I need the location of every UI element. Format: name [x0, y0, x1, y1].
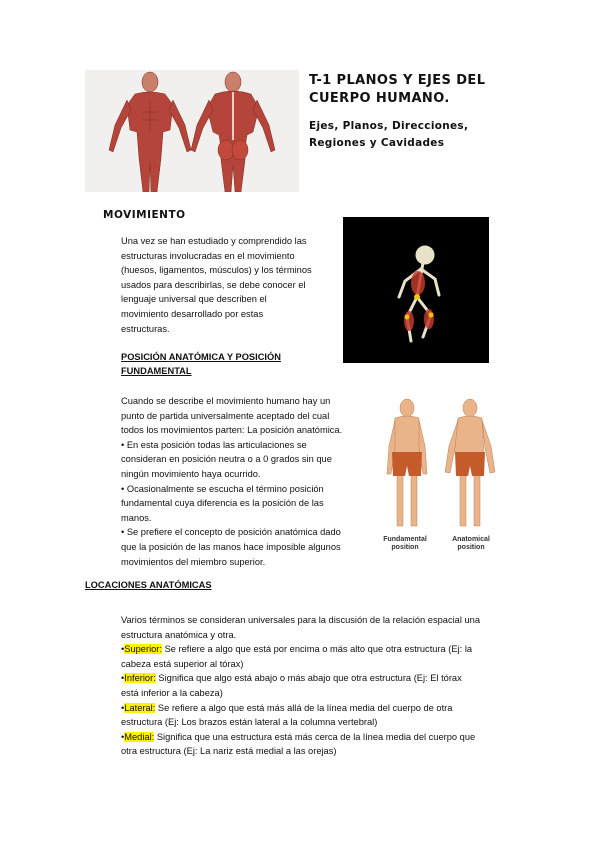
term-medial	[121, 730, 541, 745]
text-line: movimiento desarrollado por estas	[121, 308, 264, 319]
text-line: lenguaje universal que describen el	[121, 294, 267, 305]
term-highlight: Medial:	[124, 731, 155, 742]
term-highlight: Inferior:	[124, 673, 156, 684]
caption-fundamental	[375, 536, 435, 552]
text-line: • Se prefiere el concepto de posición anatómica dado	[121, 527, 341, 538]
term-superior	[121, 642, 541, 657]
bullet: •	[121, 702, 125, 713]
text-line: Cuando se describe el movimiento humano hay un	[121, 396, 331, 406]
text-line: cabeza está superior al tórax)	[121, 658, 244, 669]
text-line: estructuras.	[121, 323, 170, 334]
caption-anatomical	[441, 536, 501, 552]
text-line: estructuras involucradas en el movimiento	[121, 250, 295, 261]
text-line: punto de partida universalmente aceptado del cual	[121, 410, 330, 421]
caption-line: Anatomical	[452, 536, 490, 543]
term-highlight: Lateral:	[124, 702, 156, 713]
subtitle-line-1: Ejes, Planos, Direcciones,	[309, 120, 469, 132]
bullet: •	[121, 644, 125, 655]
page-title	[309, 72, 569, 108]
text-line: Una vez se han estudiado y comprendido las	[121, 236, 307, 246]
caption-line: position	[457, 544, 485, 551]
text-line: consideran en posición neutra o a 0 grados sin que	[121, 454, 332, 465]
text-line: usados para describirlas, se debe conocer el	[121, 279, 306, 290]
bullet: •	[121, 731, 125, 742]
term-definition: Significa que una estructura está más cerca de la línea media del cuerpo que	[154, 731, 476, 742]
text-line: ningún movimiento haya ocurrido.	[121, 468, 261, 479]
text-line: fundamental cuya diferencia es la posición de las	[121, 498, 324, 509]
term-inferior	[121, 671, 541, 686]
text-line: movimientos del miembro superior.	[121, 556, 266, 567]
text-line: estructura anatómica y otra.	[121, 629, 237, 640]
caption-line: Fundamental	[383, 536, 427, 543]
text-line: estructura (Ej: Los brazos están lateral a la columna vertebral)	[121, 717, 378, 728]
title-line-1: T-1 PLANOS Y EJES DEL	[309, 73, 486, 88]
text-line: que la posición de las manos hace imposible algunos	[121, 541, 341, 552]
text-line: • En esta posición todas las articulaciones se	[121, 439, 307, 450]
movimiento-heading: MOVIMIENTO	[103, 209, 186, 221]
bullet: •	[121, 673, 125, 684]
posicion-heading-line-1: POSICIÓN ANATÓMICA Y POSICIÓN	[121, 352, 281, 362]
posicion-paragraph	[121, 394, 369, 569]
text-line: otra estructura (Ej: La nariz está medial a las orejas)	[121, 746, 337, 757]
page-subtitle	[309, 118, 569, 152]
skeleton-running-image	[343, 217, 489, 363]
posicion-heading	[121, 350, 341, 378]
text-line: • Ocasionalmente se escucha el término posición	[121, 483, 324, 494]
muscle-anatomy-image	[85, 70, 299, 192]
text-line: Varios términos se consideran universales para la discusión de la relación espacial una	[121, 615, 480, 625]
locaciones-paragraph	[121, 613, 541, 759]
subtitle-line-2: Regiones y Cavidades	[309, 137, 445, 149]
term-definition: Se refiere a algo que está por encima o más alto que otra estructura (Ej: la	[162, 644, 473, 655]
locaciones-heading: LOCACIONES ANATÓMICAS	[85, 580, 212, 590]
caption-line: position	[391, 544, 419, 551]
term-lateral	[121, 701, 541, 716]
term-highlight: Superior:	[124, 644, 162, 655]
movimiento-paragraph	[121, 234, 336, 336]
title-line-2: CUERPO HUMANO.	[309, 91, 450, 106]
term-definition: Significa que algo está abajo o más abajo que otra estructura (Ej: El tórax	[155, 673, 462, 684]
text-line: todos los movimientos parten: La posición anatómica.	[121, 425, 343, 436]
text-line: manos.	[121, 512, 152, 523]
anatomical-position-image	[375, 396, 505, 556]
posicion-heading-line-2: FUNDAMENTAL	[121, 366, 192, 376]
term-definition: Se refiere a algo que está más allá de la línea media del cuerpo de otra	[155, 702, 453, 713]
text-line: (huesos, ligamentos, músculos) y los términos	[121, 265, 312, 276]
text-line: está inferior a la cabeza)	[121, 687, 223, 698]
